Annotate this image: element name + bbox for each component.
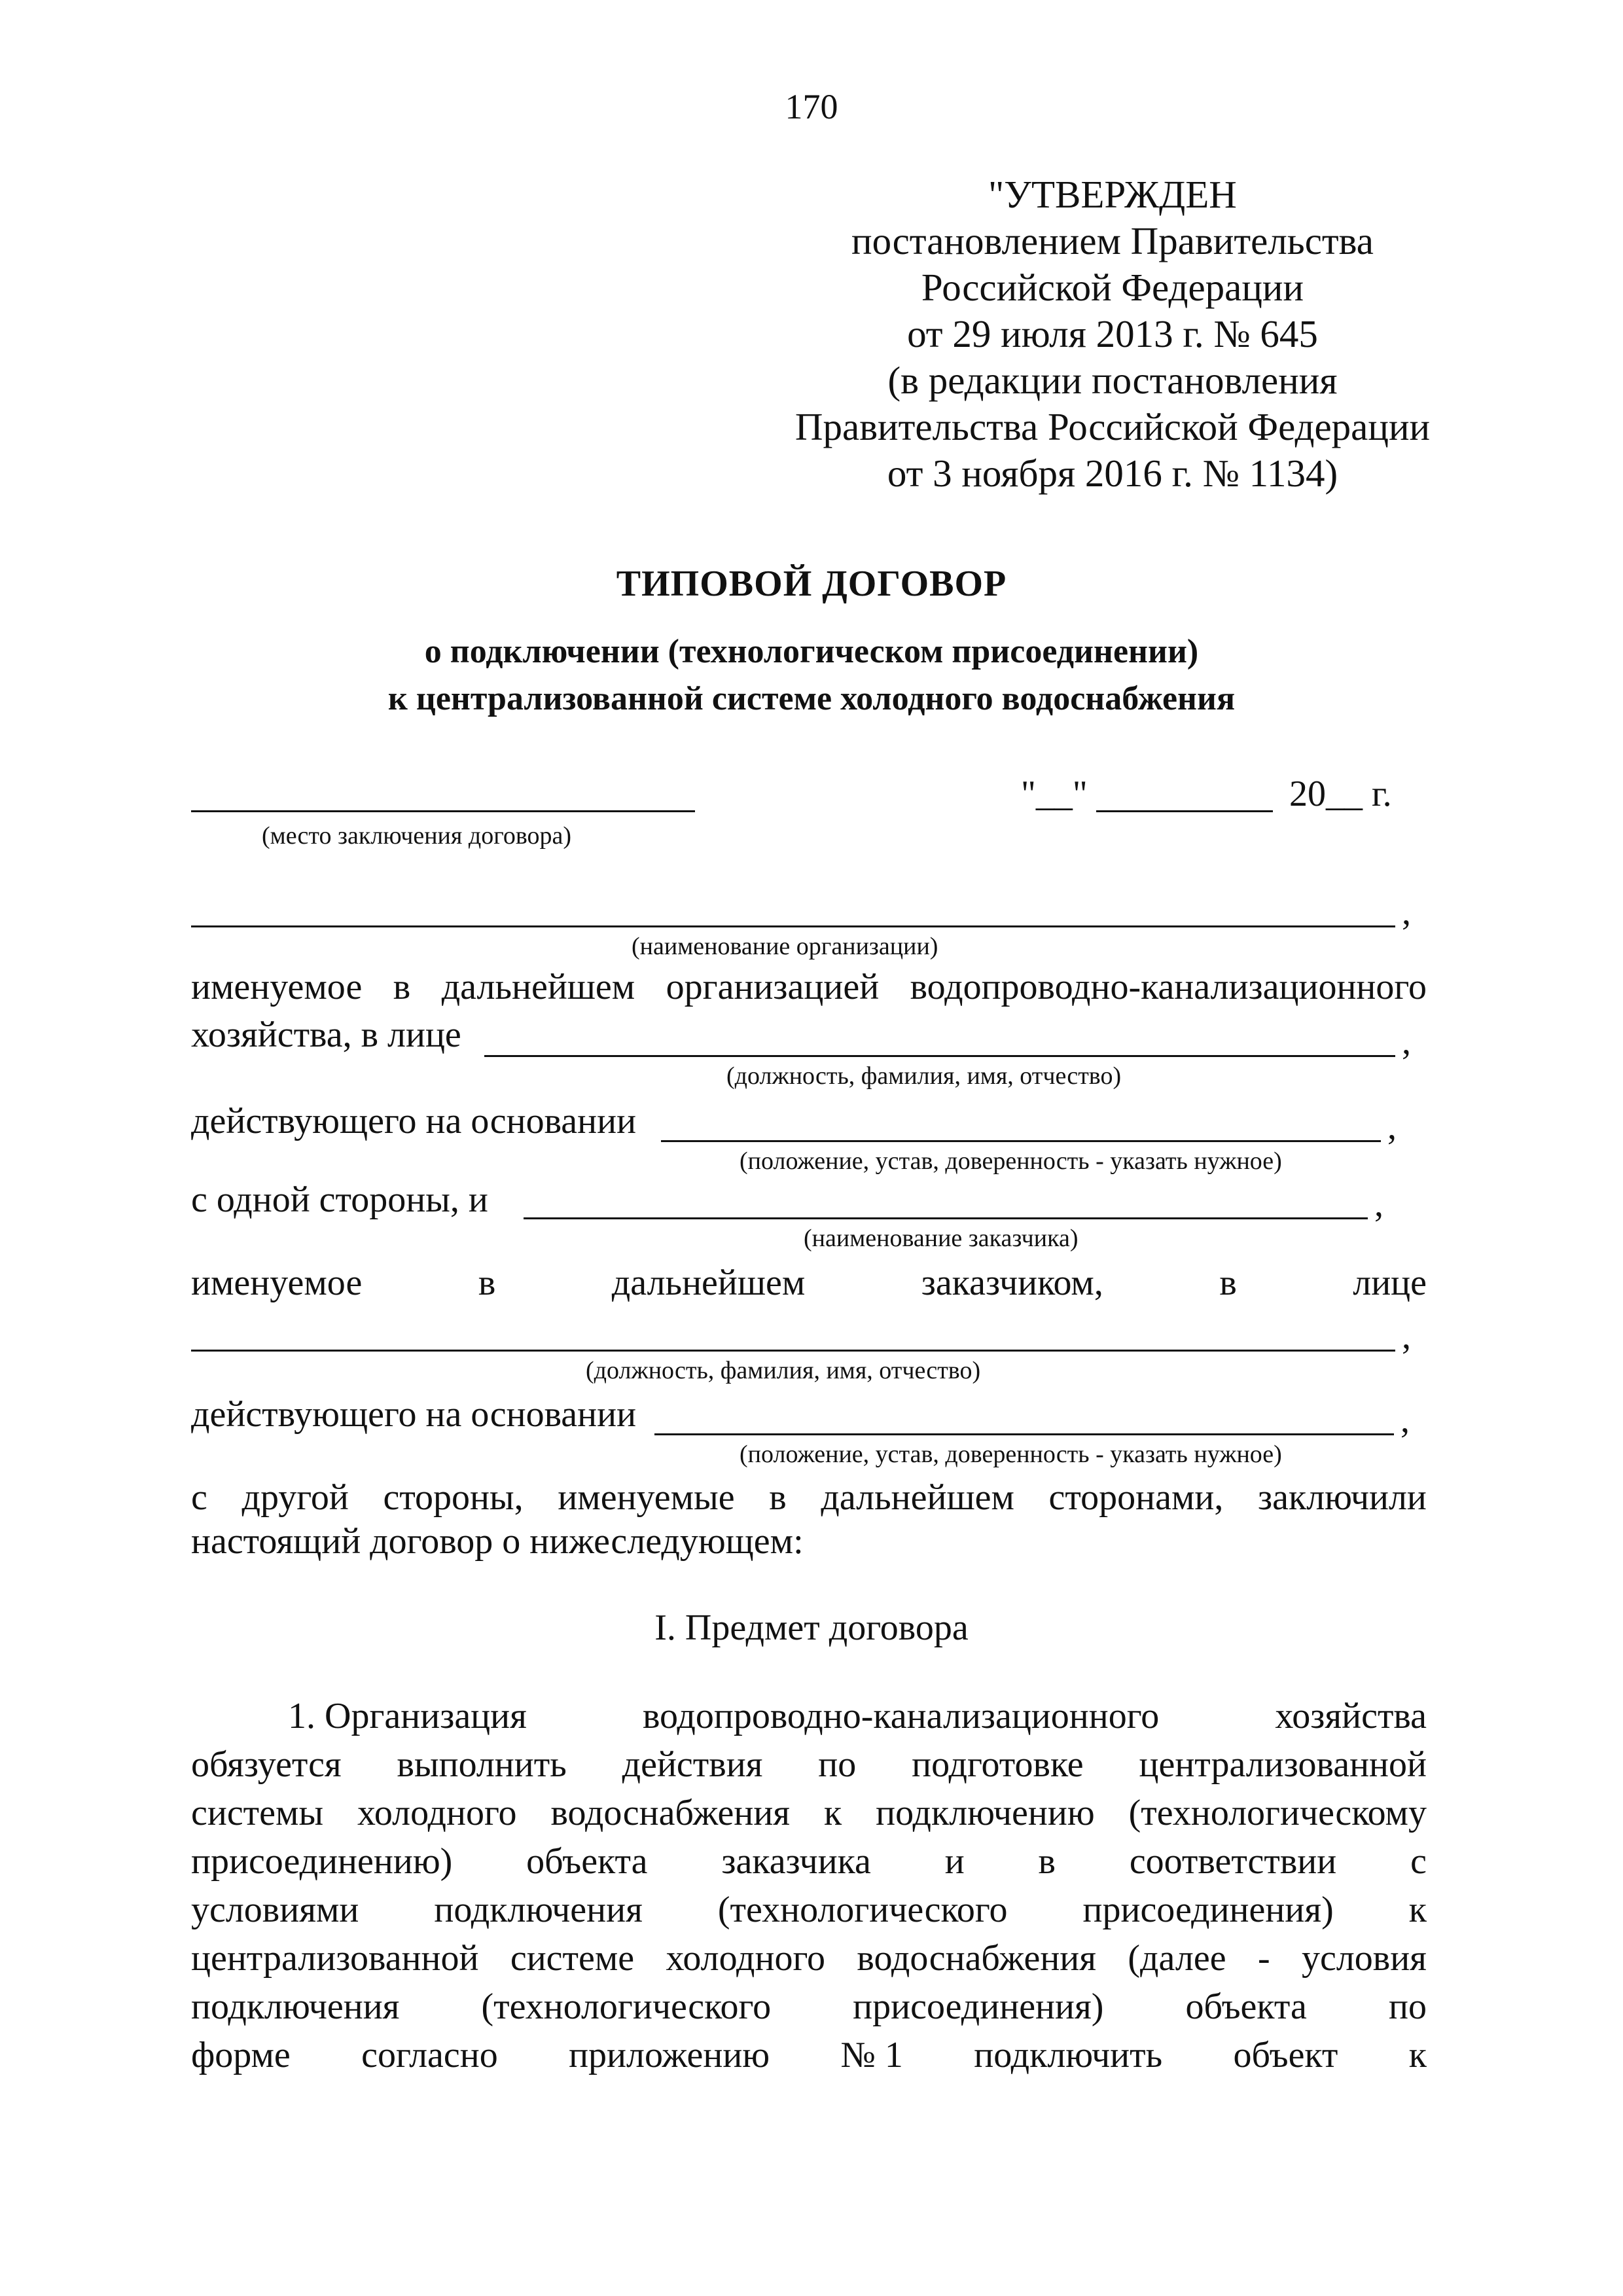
place-blank[interactable]	[191, 810, 695, 812]
word: подготовке	[912, 1744, 1084, 1785]
date-year[interactable]: 20__ г.	[1289, 774, 1392, 814]
page-number: 170	[785, 87, 838, 126]
acting-label: действующего на основании	[191, 1101, 637, 1141]
word: выполнить	[397, 1744, 567, 1785]
basis-caption: (положение, устав, доверенность - указать нужное)	[740, 1441, 1282, 1468]
word: действия	[622, 1744, 763, 1785]
concluded-line: настоящий договор о нижеследующем:	[191, 1521, 804, 1562]
word: стороны,	[383, 1477, 524, 1518]
clause-line	[191, 1937, 1427, 1979]
word: (далее	[1128, 1938, 1226, 1979]
org-name-blank[interactable]	[191, 925, 1395, 927]
word: соответствии	[1129, 1841, 1337, 1882]
word: объекта	[1185, 1986, 1307, 2027]
clause-line	[191, 1986, 1427, 2028]
clause-line	[191, 1889, 1427, 1931]
word: условия	[1301, 1938, 1427, 1979]
word: лице	[1353, 1263, 1427, 1303]
position-caption: (должность, фамилия, имя, отчество)	[586, 1357, 981, 1384]
date-month-blank[interactable]	[1096, 810, 1273, 812]
word: водоснабжения	[550, 1793, 791, 1833]
word: подключить	[974, 2035, 1163, 2075]
org-name-caption: (наименование организации)	[632, 933, 938, 960]
word: 1. Организация	[288, 1696, 527, 1736]
clause-line	[191, 1792, 1427, 1834]
word: в	[1038, 1841, 1056, 1882]
document-subtitle	[0, 628, 1623, 723]
comma: ,	[1402, 892, 1411, 933]
date-day-quote[interactable]: "__"	[1021, 774, 1088, 814]
word: подключения	[191, 1986, 400, 2027]
comma: ,	[1402, 1316, 1411, 1357]
word: с	[1410, 1841, 1427, 1882]
clause-line	[191, 1744, 1427, 1785]
word: (технологическому	[1128, 1793, 1427, 1833]
word: сторонами,	[1048, 1477, 1224, 1518]
word: заказчика	[721, 1841, 871, 1882]
comma: ,	[1400, 1400, 1410, 1441]
approval-line: постановлением Правительства	[851, 219, 1374, 262]
approval-line: от 29 июля 2013 г. № 645	[907, 312, 1318, 355]
word: именуемые	[558, 1477, 735, 1518]
word: холодного	[666, 1938, 826, 1979]
customer-caption: (наименование заказчика)	[804, 1225, 1079, 1252]
word: объект	[1233, 2035, 1338, 2075]
word: дальнейшем	[611, 1263, 806, 1303]
position-caption: (должность, фамилия, имя, отчество)	[726, 1062, 1122, 1090]
clause-line	[191, 1840, 1427, 1882]
customer-representative-blank[interactable]	[191, 1350, 1395, 1352]
clause-line	[288, 1695, 1427, 1737]
word: приложению	[569, 2035, 770, 2075]
representative-blank[interactable]	[484, 1055, 1395, 1057]
word: заключили	[1258, 1477, 1427, 1518]
word: форме	[191, 2035, 291, 2075]
word: (технологического	[717, 1890, 1008, 1930]
word: обязуется	[191, 1744, 342, 1785]
word: присоединения)	[853, 1986, 1104, 2027]
acting-label: действующего на основании	[191, 1394, 637, 1435]
word: № 1	[840, 2035, 903, 2075]
word: в	[769, 1477, 787, 1518]
word: организацией	[666, 967, 880, 1007]
word: системе	[510, 1938, 635, 1979]
word: хозяйства	[1275, 1696, 1427, 1736]
word: условиями	[191, 1890, 359, 1930]
place-caption: (место заключения договора)	[262, 822, 572, 850]
named-org-line	[191, 966, 1427, 1008]
customer-name-blank[interactable]	[524, 1217, 1368, 1219]
word: в	[478, 1263, 496, 1303]
word: -	[1257, 1938, 1270, 1979]
basis-caption: (положение, устав, доверенность - указать нужное)	[740, 1147, 1282, 1175]
named-customer-line	[191, 1262, 1427, 1304]
word: именуемое	[191, 1263, 363, 1303]
word: дальнейшем	[821, 1477, 1014, 1518]
word: водопроводно-канализационного	[642, 1696, 1160, 1736]
word: централизованной	[1139, 1744, 1427, 1785]
word: присоединения)	[1082, 1890, 1334, 1930]
household-label: хозяйства, в лице	[191, 1014, 461, 1055]
word: водоснабжения	[857, 1938, 1097, 1979]
word: дальнейшем	[441, 967, 635, 1007]
approval-stamp	[759, 171, 1466, 497]
approval-line: Правительства Российской Федерации	[794, 405, 1431, 448]
word: заказчиком,	[921, 1263, 1103, 1303]
word: подключения	[434, 1890, 643, 1930]
word: в	[393, 967, 411, 1007]
word: другой	[241, 1477, 349, 1518]
word: именуемое	[191, 967, 363, 1007]
subtitle-line: о подключении (технологическом присоединении)	[424, 633, 1199, 670]
approval-line: "УТВЕРЖДЕН	[988, 173, 1237, 216]
word: к	[1408, 2035, 1427, 2075]
word: системы	[191, 1793, 324, 1833]
document-title: ТИПОВОЙ ДОГОВОР	[616, 564, 1007, 604]
word: с	[191, 1477, 207, 1518]
approval-line: (в редакции постановления	[887, 359, 1338, 402]
comma: ,	[1374, 1184, 1383, 1225]
word: по	[1388, 1986, 1427, 2027]
word: централизованной	[191, 1938, 479, 1979]
comma: ,	[1402, 1022, 1411, 1062]
one-side-label: с одной стороны, и	[191, 1179, 488, 1220]
word: к	[824, 1793, 842, 1833]
word: (технологического	[481, 1986, 772, 2027]
section-title: I. Предмет договора	[654, 1607, 969, 1648]
word: по	[818, 1744, 857, 1785]
word: присоединению)	[191, 1841, 453, 1882]
word: объекта	[526, 1841, 648, 1882]
word: к	[1408, 1890, 1427, 1930]
other-side-line	[191, 1477, 1427, 1518]
word: холодного	[357, 1793, 517, 1833]
subtitle-line: к централизованной системе холодного водоснабжения	[387, 680, 1236, 717]
approval-line: от 3 ноября 2016 г. № 1134)	[887, 452, 1338, 495]
word: в	[1219, 1263, 1237, 1303]
clause-line	[191, 2034, 1427, 2076]
word: и	[944, 1841, 965, 1882]
comma: ,	[1387, 1107, 1397, 1147]
word: подключению	[876, 1793, 1095, 1833]
approval-line: Российской Федерации	[921, 266, 1304, 309]
word: согласно	[361, 2035, 498, 2075]
basis-blank[interactable]	[661, 1140, 1381, 1142]
basis-blank[interactable]	[654, 1433, 1394, 1435]
word: водопроводно-канализационного	[910, 967, 1427, 1007]
